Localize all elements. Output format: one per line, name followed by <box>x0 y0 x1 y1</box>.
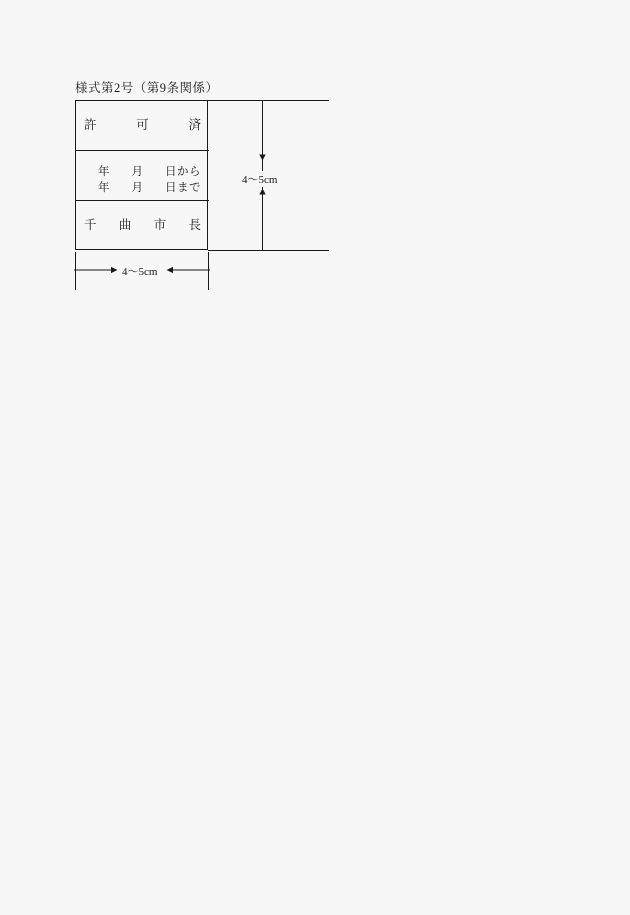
top-extension-rule <box>208 100 329 101</box>
date-to-year: 年 <box>98 182 110 194</box>
permission-char-2: 可 <box>136 118 149 132</box>
stamp-specimen-box <box>75 100 208 250</box>
bottom-extension-rule <box>208 250 329 251</box>
issuer-char-2: 曲 <box>118 218 132 232</box>
date-from-month: 月 <box>131 166 143 178</box>
arrow-up-icon <box>256 188 269 201</box>
issuer-char-1: 千 <box>84 218 97 232</box>
stamp-row-issuer <box>76 201 209 251</box>
date-from-suffix: 日から <box>165 166 201 178</box>
arrow-right-icon <box>74 264 118 276</box>
permission-char-3: 済 <box>188 118 201 132</box>
date-from-line <box>98 163 201 179</box>
date-to-month: 月 <box>131 182 143 194</box>
issuer-text-row <box>84 215 201 233</box>
arrow-left-icon <box>166 264 210 276</box>
date-to-line <box>98 179 201 195</box>
stamp-row-validity-dates <box>76 151 209 201</box>
issuer-char-3: 市 <box>153 218 167 232</box>
permission-char-1: 許 <box>84 118 97 132</box>
arrow-down-icon <box>256 148 269 161</box>
form-number-heading: 様式第2号（第9条関係） <box>75 81 219 95</box>
vertical-dimension-label: 4〜5cm <box>240 171 279 187</box>
date-to-suffix: 日まで <box>165 182 201 194</box>
issuer-char-4: 長 <box>188 218 201 232</box>
date-from-year: 年 <box>98 166 110 178</box>
permission-text-row <box>84 115 201 133</box>
stamp-row-permission <box>76 101 209 151</box>
horizontal-dimension-label: 4〜5cm <box>120 263 159 279</box>
